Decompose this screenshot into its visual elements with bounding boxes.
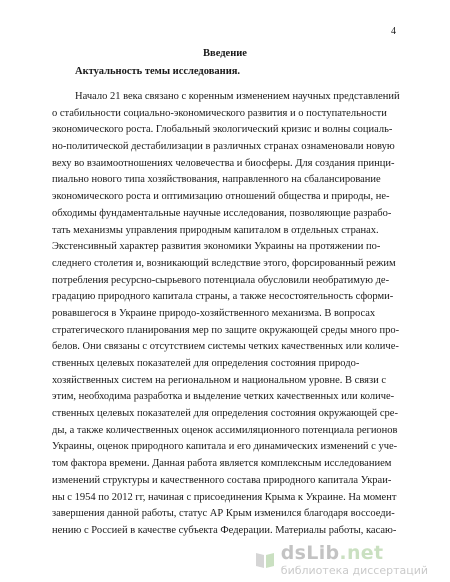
text-line: ровавшегося в Украине природо-хозяйственного механизма. В вопросах	[52, 307, 376, 319]
text-line: изменений структуры и качественного состава природного капитала Украи-	[52, 474, 392, 486]
text-line: белов. Они связаны с отсутствием системы четких качественных или количе-	[52, 341, 399, 353]
text-line: том фактора времени. Данная работа является комплексным исследованием	[52, 458, 392, 470]
text-line: экономического роста. Глобальный экологический кризис и волны социаль-	[52, 124, 393, 136]
text-line: пиально нового типа хозяйствования, направленного на сбалансирование	[52, 174, 381, 186]
text-line: этим, необходима разработка и выделение четких качественных или количе-	[52, 391, 395, 403]
text-line: градацию природного капитала страны, а также несостоятельность сформи-	[52, 291, 394, 303]
text-line: завершения данной работы, статус АР Крым изменился благодаря воссоеди-	[52, 508, 395, 520]
watermark	[254, 544, 428, 576]
text-line: веху во взаимоотношениях человечества и биосферы. Для создания принци-	[52, 157, 395, 169]
text-line: ственных целевых показателей для определения состояния окружающей сре-	[52, 408, 398, 420]
text-line: Украины, оценок природного капитала и его динамических изменений с уче-	[52, 441, 398, 453]
text-line: обходимы фундаментальные научные исследования, позволяющие разрабо-	[52, 207, 392, 219]
text-line: хозяйственных систем на региональном и национальном уровне. В связи с	[52, 374, 387, 386]
text-line: Начало 21 века связано с коренным изменением научных представлений	[75, 91, 400, 102]
watermark-brand-suffix: .net	[339, 542, 384, 564]
text-line: но-политической дестабилизации в различных странах ознаменовали новую	[52, 141, 395, 153]
section-title: Введение	[203, 48, 247, 59]
text-line: нению с Россией в качестве субъекта Федерации. Материалы работы, касаю-	[52, 524, 397, 536]
text-line: ды, а также количественных оценок ассимиляционного потенциала регионов	[52, 424, 398, 436]
text-line: ны с 1954 по 2012 гг, начиная с присоединения Крыма к Украине. На момент	[52, 491, 397, 503]
text-line: тать механизмы управления природным капиталом в отдельных странах.	[52, 224, 379, 236]
text-line: ственных целевых показателей для определения состояния природо-	[52, 358, 360, 369]
watermark-subtitle: библиотека диссертаций	[280, 564, 428, 577]
page-number: 4	[391, 26, 396, 37]
book-icon	[254, 550, 276, 570]
text-line: потребления ресурсно-сырьевого потенциала обусловили необратимую де-	[52, 274, 390, 286]
text-line: экономического роста и оптимизацию отношений общества и природы, не-	[52, 191, 390, 203]
text-line: Экстенсивный характер развития экономики Украины на протяжении по-	[52, 241, 381, 253]
watermark-brand-prefix: dsLib	[280, 542, 340, 564]
body-text	[52, 89, 402, 540]
text-line: следнего столетия и, возникающий вследствие этого, форсированный режим	[52, 257, 396, 269]
text-line: стратегического планирования мер по защите окружающей среды много про-	[52, 324, 400, 336]
watermark-brand	[281, 544, 428, 563]
section-subtitle: Актуальность темы исследования.	[75, 66, 241, 77]
text-line: о стабильности социально-экономического развития и о поступательности	[52, 107, 387, 119]
